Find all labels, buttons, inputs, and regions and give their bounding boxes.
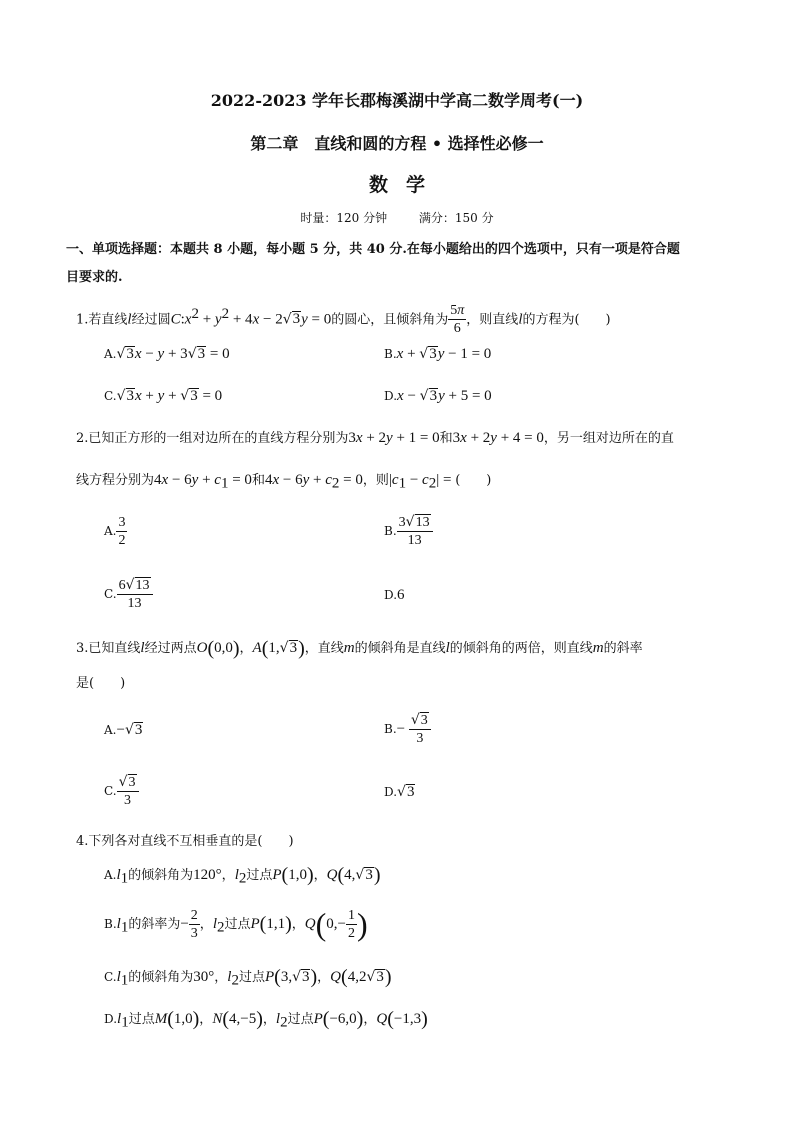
exam-title: 2022-2023 学年长郡梅溪湖中学高二数学周考(一) (210, 91, 584, 110)
section-heading (66, 236, 731, 292)
full-score: 满分：150 分 (418, 211, 494, 225)
question-3-line1: 3.已知直线l经过两点O(0,0)，A(1,√3)，直线m的倾斜角是直线l的倾斜角的两倍，则直线m的斜率 (76, 637, 643, 660)
fraction-5pi-over-6: $\frac{5\pi}{6}$ (450, 303, 465, 337)
q4-option-c[interactable]: $C.l_1$的倾斜角为30°，$l_2$过点P(3,√3)，Q(4,2√3) (104, 966, 392, 989)
time-limit: 时量：120 分钟 (300, 211, 388, 225)
exam-info (0, 209, 794, 226)
question-2-line2: 线方程分别为$4x - 6y + c_1 = 0$和$4x - 6y + c_2 = 0$，则$|c_1 - c_2|$ = ( ) (76, 472, 492, 492)
section-heading-line1: 一、单项选择题：本题共 8 小题，每小题 5 分，共 40 分.在每小题给出的四个选项中，只有一项是符合题 (66, 242, 680, 257)
q2-option-b[interactable]: B. $\frac{3√13}{13}$ (384, 514, 433, 549)
question-2-line1: 2.已知正方形的一组对边所在的直线方程分别为3x + 2y + 1 = 0和3x + 2y + 4 = 0，另一组对边所在的直 (76, 430, 674, 446)
q4-option-b[interactable]: $B.l_1$的斜率为− $\frac{2}{3}$ ，$l_2$过点P(1,1)，Q(0,− $\frac{1}{2}$ ) (104, 906, 368, 942)
q1-option-b[interactable]: B.x + √3y − 1 = 0 (384, 346, 492, 362)
question-1: 1.若直线l经过圆$C:x^2 + y^2 + 4x - 2√3y = 0$的圆心，且倾斜角为 $\frac{5\pi}{6}$ ，则直线l的方程为( ) (76, 303, 611, 337)
section-heading-line2: 目要求的. (66, 270, 123, 285)
q3-option-b[interactable]: B.− $\frac{√3}{3}$ (384, 712, 431, 747)
chapter-title: 第二章 直线和圆的方程 • 选择性必修一 (250, 134, 544, 153)
q2-option-a[interactable]: A. $\frac{3}{2}$ (104, 515, 126, 548)
q4-option-a[interactable]: $A.l_1$的倾斜角为120°，$l_2$过点P(1,0)，Q(4,√3) (104, 864, 381, 887)
question-4: 4.下列各对直线不互相垂直的是( ) (76, 834, 294, 849)
subject-title: 数学 (368, 174, 443, 196)
q1-option-d[interactable]: D.x − √3y + 5 = 0 (384, 388, 492, 404)
q4-option-d[interactable]: $D.l_1$过点M(1,0)，N(4,−5)，$l_2$过点P(−6,0)，Q(−1,3) (104, 1008, 428, 1031)
q3-option-a[interactable]: A.−√3 (104, 722, 143, 738)
q1-option-a[interactable]: A.√3x − y + 3√3 = 0 (104, 346, 230, 362)
q1-option-c[interactable]: C.√3x + y + √3 = 0 (104, 388, 223, 404)
question-3-line2: 是( ) (76, 676, 126, 691)
q2-option-d[interactable]: D.6 (384, 587, 405, 603)
q3-option-c[interactable]: C. $\frac{√3}{3}$ (104, 774, 139, 809)
q2-option-c[interactable]: C. $\frac{6√13}{13}$ (104, 577, 153, 612)
q3-option-d[interactable]: D.√3 (384, 784, 415, 800)
